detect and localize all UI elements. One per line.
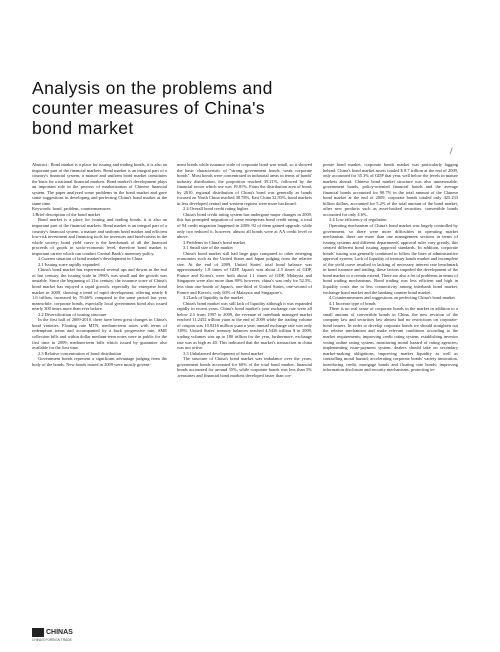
paragraph: Operating mechanism of China's bond market was largely controlled by government, so there were more difficulties in operating market mechanism. there are more than one management sections in terms of issuing systems and different departments' approval rules vary greatly, this created different bond issuing approval standards. In addition, corporate bonds' issuing was generally continued to follow the lines of administrative approval system; Lack of liquidity of treasury bonds market and incomplete of the yield curve resulted in lacking of necessary interest rate benchmark in bond issuance and trading, these factors impeded the development of the bond market to a certain extend. There are also a lot of problems in terms of bond trading mechanisms. Bond trading was less efficient and high in liquidity costs due to less connectivity among interbank bond market, exchange bond market and the banking counter bond market.	[323, 223, 458, 295]
logo-mark-icon	[32, 628, 44, 637]
column-2	[177, 162, 312, 628]
paragraph: 3.4 Low efficiency of regulation	[329, 217, 387, 223]
paragraph: China's bond credit rating system has undergone major changes in 2009, this has prompted migration of some enterprises bond credit rating, a total of 94 credit migration happened in 2009, 92 of them gained upgrade, while only two reduced it, however, almost all bonds were at AA credit level or above.	[177, 211, 312, 240]
slash-mark: /	[450, 146, 453, 156]
column-3	[323, 162, 458, 628]
paragraph: 2.1 Issuing scare rapidly expanded	[38, 261, 100, 267]
paragraph: 2.3 Relative concentration of bond distribution	[38, 350, 122, 356]
paragraph: 3.Problems in China's bond market	[183, 239, 246, 245]
paragraph: 2.Current situation of bond market's development in China	[38, 256, 143, 262]
paragraph: 2.2 Diversification of issuing structure	[38, 311, 107, 317]
paragraph: porate bond market, corporate bonds market was particularly lagging behind. China's bond market assets totaled $ 8.7 trillion at the end of 2009, only accounted for 35.3% of GDP that year, well below the levels in mature markets abroad. Chinese bond market structure was also unreasonable, government bonds, policy-oriented financial bonds and the average financial bonds accounted for 90.7% in the total amount of the Chinese bond market at the end of 2009, corporate bonds totaled only 425.233 billion dollars, accounted for 5.2% of the total amount of the bond market, other new products such as asset-backed securities, convertible bonds accounted for only 4.6%.	[323, 162, 458, 217]
paragraph: Keywords: bond, problem, countermeasures	[32, 206, 111, 212]
paragraph: The structure of China's bond market was imbalance over the years, government bonds accounted for 60% of the total bond market, financial bonds accounted for around 35%, while corporate bonds was less than 5% ,treasuries and financial bond markets developed faster than cor-	[177, 356, 312, 378]
article-title	[32, 78, 432, 138]
paragraph: ment bonds while issuance scale of corporate bond was small, so it showed the basic characteristic of "strong government bonds, weak corporate bonds". Most bonds were concentrated in industrial areas in terms of bonds' industry distribution, the proportion reached 39.21%, followed by the financial sector which use was 19.81%. From the distribution area of bond, by 2010, regional distribution of China's bond was generally as bonds focused on North China reached 38.78%, East China 32.93%, bond markets in less developed central and western regions were more backward.	[177, 162, 312, 206]
logo-subtitle: CHINA'S FOREIGN TRADE	[32, 638, 72, 642]
paragraph: 1.Brief description of the bond market	[32, 211, 101, 217]
paragraph: In the first half of 2009-2010, there have been great changes in China's bond varieties. Floating rate MTN, medium-term notes with terms of redemption terms and accompanied by a back progressive rate, SME collection bills and within dollar medium-term notes were in public for the first time in 2009; medium-term bills which issued by guarantee also available for the first time.	[32, 317, 167, 351]
paragraph: Bond market is a place for issuing and trading bonds, it is also an important part of the financial markets. Bond market is an integral part of a country's financial system, a mature and uniform bond market and efficient low-risk investment and financing tools for investors and fund-raisers in the whole society; bond yield curve is the benchmark of all the financial proceeds of goods in socio-economic level, therefore bond market is important carrier which can conduct Central Bank's monetary policy.	[32, 217, 167, 256]
paragraph: There is no real sense of corporate bonds in the market in addition to a small amount of convertible bonds in China, the new revision of the company law and securities law almost had no restrictions on corporate-bond issuers. In order to develop corporate bonds we should straighten out the release mechanism and make relevant conditions according to the market requirements; improving credit rating system, establishing investor voting online rating system, monitoring moral hazard of rating agencies; implementing issue-payment system, dealers should take on secondary market-making obligations, improving market liquidity as well as controlling moral hazard; accelerating corporate bonds' variety innovation, introducing credit, mortgage bonds and floating rate bonds; improving information disclosure and security mechanisms, protecting in-	[323, 306, 458, 373]
paragraph: Government bonds represent a significant advantage judging from the body of the bonds. New bonds issued in 2009 were mostly govern-	[32, 356, 167, 367]
paragraph: China's bond market was still lack of liquidity although it was expanded rapidly in recent years. China's bond market's year exchange rate were all below 2.5 from 1997 to 2009, the revenue of interbank managed market reached 11.2452 trillion yuan at the end of 2009 while the trading volume of coupon was 10.9216 million yuan a year, annual exchange rate was only 118%. United States' treasury balances reached 4.5436 trillion $ in 2009, trading volumes was up to 180 trillion for the year, furthermore, exchange rate was as high as 40. This indicated that the market's transaction in china was not active.	[177, 300, 312, 351]
paragraph: 2.4 Overall bond credit rating higher	[183, 206, 249, 212]
paragraph: 4.1 Increase type of bonds	[329, 300, 376, 306]
journal-logo	[32, 628, 73, 637]
title-line-3: bond market	[32, 118, 134, 138]
paragraph: China's bond market still had large gaps compared to other emerging economies such as the United States and Japan judging from the relative size. At the end of 2009, United States' total bond balance was approximately 1.8 times of GDP, Japan's was about 2.5 times of GDP, France and Korea's were both about 1.1 times of GDP, Malaysia and Singapore were also more than 80% however, china's was only for 52.5%, less than one-fourth of Japan's, one-third of United States, one-second of France and Korea's, only 60% of Malaysia and Singapore's.	[177, 250, 312, 295]
logo-text: CHINAS	[46, 629, 73, 636]
paragraph: China's bond market has experienced several ups and downs in the end of last century, the issuing scale in 1990's was small and the growth was unstable. Since the beginning of 21st century, the issuance scare of China's bond market has enjoyed a rapid growth, especially for enterprise bond market in 2009, showing a trend of rapid development, offering nearly $ 1.6 trillion, increased by 76.66% compared to the same period last year, meanwhile, corporate bonds, especially local government bond also issued nearly 300 times more than ever before.	[32, 267, 167, 312]
paragraph: 3.2Lack of liquidity in the market	[183, 295, 243, 301]
title-line-2: counter measures of China's	[32, 98, 266, 118]
title-line-1: Analysis on the problems and	[32, 78, 273, 98]
paragraph: 3.3 Unbalanced development of bond market	[183, 350, 264, 356]
paragraph: 3.1 Small size of the market	[183, 245, 233, 251]
paragraph: 4.Countermeasures and suggestions on perfecting China's bond market	[329, 295, 455, 301]
paragraph: Abstract : Bond market is a place for issuing and trading bonds, it is also an important part of the financial markets. Bond market is an integral part of a country's financial system, a mature and uniform bond market constitutes the basis for a national financial markets. Bond market's development plays an important role in the process of marketization of Chinese financial system. The paper analyzed some problems in the bond market and gave some suggestions in developing and perfecting China's bond market at the same time.	[32, 162, 167, 206]
column-1	[32, 162, 167, 628]
